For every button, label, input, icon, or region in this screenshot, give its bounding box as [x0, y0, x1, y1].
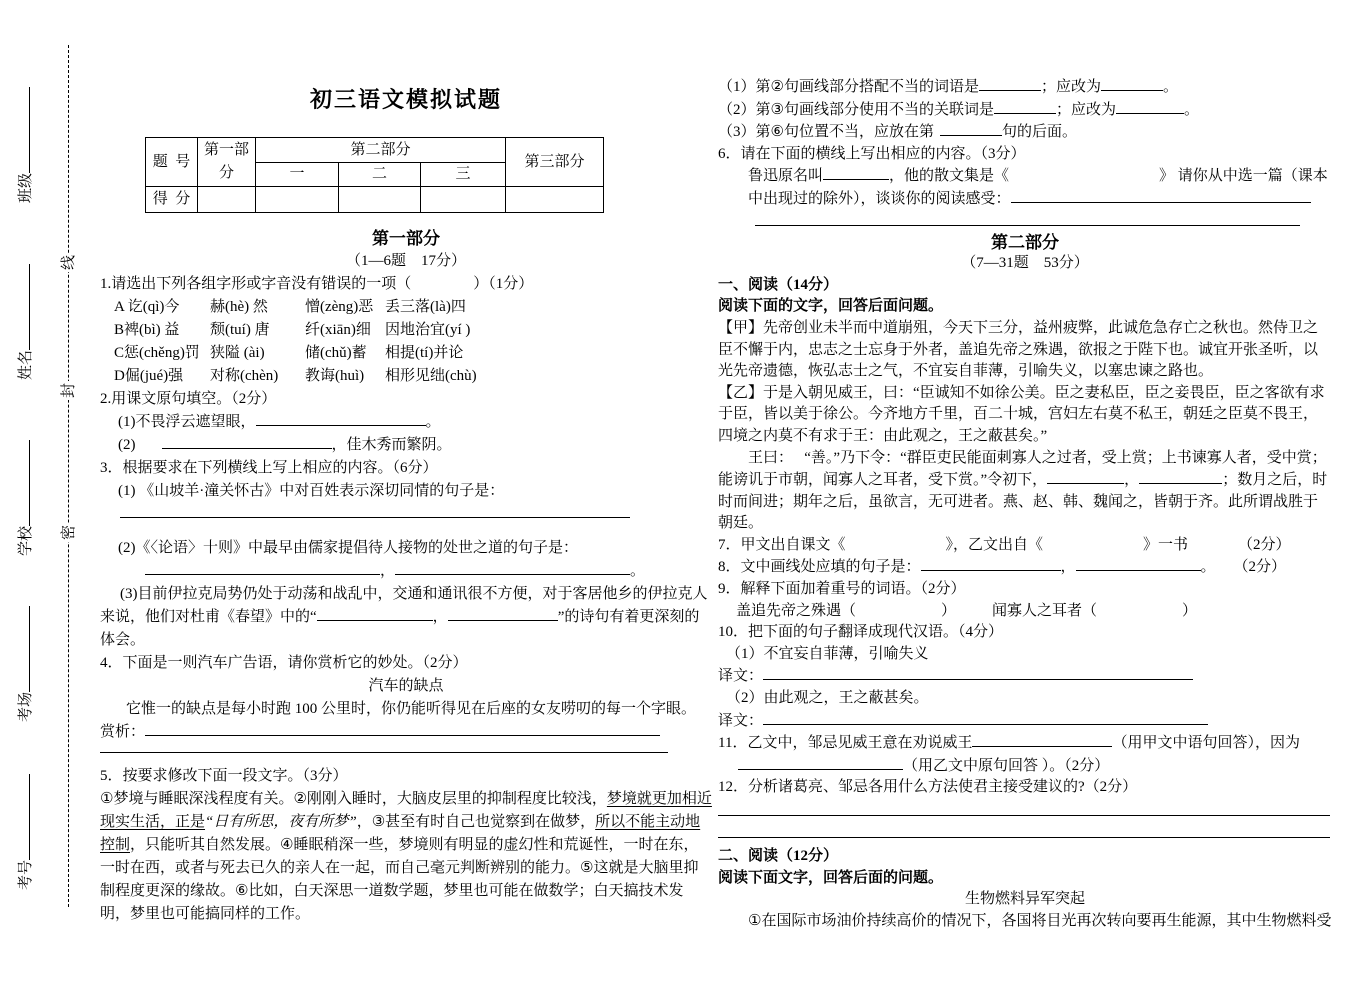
score-cell — [421, 187, 506, 213]
exam-no-field — [14, 774, 35, 890]
wang-blank-b — [1139, 469, 1222, 484]
q5-fix-item-1: （1）第②句画线部分搭配不当的词语是 ；应改为 。 — [718, 76, 1332, 99]
q2-stem: 2.用课文原句填空。（2分） — [100, 391, 277, 407]
q4-stem: 4．下面是一则汽车广告语，请你赏析它的妙处。（2分） — [100, 655, 468, 671]
part1-heading: 第一部分 — [372, 229, 440, 248]
name-label: 姓名 — [18, 349, 34, 380]
fix1-blank-a — [979, 76, 1041, 91]
q10-blank-2 — [763, 710, 1208, 725]
q3-blank-3b — [448, 606, 558, 621]
exam-no-label: 考号 — [18, 859, 34, 890]
score-cell — [339, 187, 421, 213]
q10-stem: 10．把下面的句子翻译成现代汉语。（4分） — [718, 624, 1004, 641]
q4-answer-label: 赏析： — [100, 724, 146, 740]
q12-answer-line-2 — [718, 837, 1330, 838]
section1-title: 一、阅读（14分） — [718, 276, 839, 293]
essay-paragraph-1: ①在国际市场油价持续高价的情况下，各国将目光再次转向要再生能源，其中生物燃料受 — [748, 912, 1332, 929]
q5-underlined-2: 所以不能主动地控制 — [100, 814, 701, 853]
q1-option-row-a: A 讫(qì)今 赫(hè) 然 憎(zèng)恶 丢三落(là)四 — [114, 299, 466, 315]
q5-fix-item-2: （2）第③句画线部分使用不当的关联词是 ；应改为 。 — [718, 99, 1332, 122]
school-field — [14, 440, 35, 556]
seal-dashed-line — [68, 45, 69, 907]
q3-blank-3a — [317, 606, 433, 621]
exam-room-label: 考场 — [18, 691, 34, 722]
q2-blank-1 — [256, 411, 426, 426]
q11-line-2: （用乙文中原句回答 ）。（2分） — [718, 755, 1332, 778]
score-table-qnum: 题 号 — [146, 138, 198, 187]
q6-book-gap — [1009, 178, 1159, 180]
exam-no-blank — [15, 774, 30, 860]
q5-stem: 5．按要求修改下面一段文字。（3分） — [100, 768, 348, 784]
passage-yi: 【乙】于是入朝见威王，曰：“臣诚知不如徐公美。臣之妻私臣，臣之妾畏臣，臣之客欲有求于臣，皆以美于徐公。今齐地方千里，百二十城，宫妇左右莫不私王，朝廷之臣莫不畏王，四境之内莫不有求于王：由此观之，王之蔽甚矣。” — [718, 384, 1325, 444]
q6-stem: 6．请在下面的横线上写出相应的内容。（3分） — [718, 145, 1026, 162]
passage-jia: 【甲】先帝创业未半而中道崩殂，今天下三分，益州疲弊，此诚危急存亡之秋也。然侍卫之臣不懈于内，忠志之士忘身于外者，盖追先帝之殊遇，欲报之于陛下也。诚宜开张圣听，以光先帝遗德，恢弘志士之气，不宜妄自菲薄，引喻失义，以塞忠谏之路也。 — [718, 319, 1319, 380]
section2-subtitle: 阅读下面文字，回答后面的问题。 — [718, 869, 944, 886]
q7-gap-b — [1043, 547, 1143, 549]
q6-blank-feeling — [1011, 188, 1311, 203]
seal-char-feng: 封 — [61, 382, 77, 398]
fix1-blank-b — [1101, 76, 1163, 91]
class-field — [14, 87, 35, 203]
score-cell — [198, 187, 256, 213]
seal-char-mi: 密 — [61, 524, 77, 540]
left-column — [100, 80, 712, 926]
class-blank — [15, 87, 30, 173]
score-cell — [506, 187, 604, 213]
q4-answer-line-2 — [100, 752, 668, 753]
q4-blank — [145, 721, 660, 736]
fix2-blank-a — [994, 99, 1056, 114]
section2-title: 二、阅读（12分） — [718, 848, 839, 864]
exam-room-field — [14, 606, 35, 722]
q9-items: 盖追先帝之殊遇（ ） 闻寡人之耳者（ ） — [736, 602, 1198, 619]
q3-item-3: (3)目前伊拉克局势仍处于动荡和战乱中，交通和通讯很不方便，对于客居他乡的伊拉克人来说，他们对杜甫《春望》中的“ ， ”的诗句有着更深刻的体会。 — [100, 586, 708, 648]
q11-blank-a — [972, 732, 1112, 747]
score-table-col-3: 三 — [421, 163, 506, 187]
q11-blank-b — [738, 755, 903, 770]
q2-item-2: (2) ，佳木秀而繁阴。 — [100, 434, 712, 457]
page-title: 初三语文模拟试题 — [309, 87, 502, 112]
class-label: 班级 — [18, 172, 34, 203]
q12-answer-line-1 — [718, 815, 1330, 816]
exam-room-blank — [15, 606, 30, 692]
q8-blank-a — [921, 556, 1061, 571]
fix3-blank — [940, 121, 1002, 136]
q1-answer-gap — [411, 286, 473, 288]
q10-item-2: （2）由此观之，王之蔽甚矣。 — [726, 690, 929, 707]
q11-line-1: 11．乙文中，邹忌见威王意在劝说威王 （用甲文中语句回答），因为 — [718, 732, 1332, 755]
q1-option-row-b: B裨(bì) 益 颓(tuí) 唐 纤(xiān)细 因地治宜(yí ) — [114, 322, 471, 338]
score-table-part1: 第一部分 — [198, 138, 256, 187]
fix2-blank-b — [1116, 99, 1184, 114]
q8-blank-b — [1076, 556, 1201, 571]
right-column — [718, 76, 1332, 932]
q6-line-2: 中出现过的除外），谈谈你的阅读感受： — [718, 188, 1332, 211]
q3-item-2: (2)《〈论语〉十则》中最早由儒家提倡待人接物的处世之道的句子是： — [118, 540, 578, 556]
q3-stem: 3．根据要求在下列横线上写上相应的内容。（6分） — [100, 460, 438, 476]
q1-option-row-d: D倔(jué)强 对称(chèn) 教诲(huì) 相形见绌(chù) — [114, 368, 477, 384]
passage-wang: 王曰： “善。”乃下令：“群臣吏民能面刺寡人之过者，受上赏；上书谏寡人者，受中赏；能谤讥于市朝，闻寡人之耳者，受下赏。”令初下， ， ；数月之后，时时而间进；期年之后，虽欲言，无可进者。燕、赵、韩、魏闻之，皆朝于齐。此所谓战胜于朝廷。 — [718, 449, 1328, 532]
q6-blank-name — [823, 165, 889, 180]
q7-gap-a — [846, 547, 946, 549]
q10-blank-1 — [763, 665, 1193, 680]
part2-range: （7—31题 53分） — [961, 255, 1089, 272]
q3-answer-row-2: ， 。 — [100, 560, 712, 583]
q10-answer-2: 译文： — [718, 710, 1332, 733]
q1-option-row-c: C惩(chěng)罚 狭隘 (ài) 储(chǔ)蓄 相提(tí)并论 — [114, 345, 464, 361]
score-table-part3: 第三部分 — [506, 138, 604, 187]
q10-answer-1: 译文： — [718, 665, 1332, 688]
part1-range: （1—6题 17分） — [345, 253, 466, 269]
school-blank — [15, 440, 30, 526]
name-field — [14, 264, 35, 380]
q2-blank-2 — [162, 434, 332, 449]
school-label: 学校 — [18, 525, 34, 556]
score-cell — [256, 187, 339, 213]
q4-ad-body: 它惟一的缺点是每小时跑 100 公里时，你仍能听得见在后座的女友唠叨的每一个字眼。 — [126, 701, 697, 717]
q5-paragraph: ①梦境与睡眠深浅程度有关。②刚刚入睡时，大脑皮层里的抑制程度比较浅，梦境就更加相近现实生活，正是“日有所思，夜有所梦”，③甚至有时自己也觉察到在做梦，所以不能主动地控制，只能听其自然发展。④睡眠稍深一些，梦境则有明显的虚幻性和荒诞性，一时在东，一时在西，或者与死去已久的亲人在一起，而自己毫元判断辨别的能力。⑤这就是大脑里抑制程度更深的缘故。⑥比如，白天深思一道数学题，梦里也可能在做数学；白天搞技术发明，梦里也可能搞同样的工作。 — [100, 791, 712, 922]
score-table-col-1: 一 — [256, 163, 339, 187]
q3-item-1: (1) 《山坡羊·潼关怀古》中对百姓表示深切同情的句子是： — [118, 483, 505, 499]
q7-stem: 7．甲文出自课文《 》，乙文出自《 》一书 （2分） — [718, 536, 1291, 553]
part2-heading: 第二部分 — [991, 232, 1059, 252]
q10-item-1: （1）不宜妄自菲薄，引喻失义 — [726, 645, 929, 662]
q5-quote: “日有所思，夜有所梦” — [205, 814, 357, 830]
q6-line-1: 鲁迅原名叫 ，他的散文集是《 》 请你从中选一篇（课本 — [718, 165, 1332, 188]
section1-subtitle: 阅读下面的文字，回答后面问题。 — [718, 298, 944, 315]
q3-blank-2a — [145, 560, 380, 575]
q5-fix-item-3: （3）第⑥句位置不当，应放在第 句的后面。 — [718, 121, 1332, 144]
wang-blank-a — [1047, 469, 1124, 484]
q2-item-1: (1)不畏浮云遮望眼， 。 — [100, 411, 712, 434]
q9-gap-b — [1097, 613, 1182, 615]
q1-stem: 1.请选出下列各组字形或字音没有错误的一项（ ）（1分） — [100, 276, 534, 292]
q9-stem: 9．解释下面加着重号的词语。（2分） — [718, 581, 966, 598]
essay-title: 生物燃料异军突起 — [964, 891, 1085, 908]
score-table-score-label: 得 分 — [146, 187, 198, 213]
q3-answer-line-1 — [120, 517, 630, 518]
q4-answer-row — [100, 721, 712, 744]
score-table — [145, 137, 604, 213]
q4-ad-title: 汽车的缺点 — [368, 678, 444, 694]
q3-blank-2b — [395, 560, 630, 575]
q6-answer-line — [755, 225, 1300, 226]
name-blank — [15, 264, 30, 350]
seal-char-line: 线 — [61, 254, 77, 270]
q5-underlined-1: 梦境就更加相近现实生活，正是 — [100, 791, 712, 830]
q9-gap-a — [856, 613, 941, 615]
q8-stem: 8．文中画线处应填的句子是： ， 。 （2分） — [718, 556, 1332, 579]
score-table-col-2: 二 — [339, 163, 421, 187]
score-table-part2: 第二部分 — [256, 138, 506, 163]
q12-stem: 12．分析诸葛亮、邹忌各用什么方法使君主接受建议的?（2分） — [718, 779, 1138, 796]
